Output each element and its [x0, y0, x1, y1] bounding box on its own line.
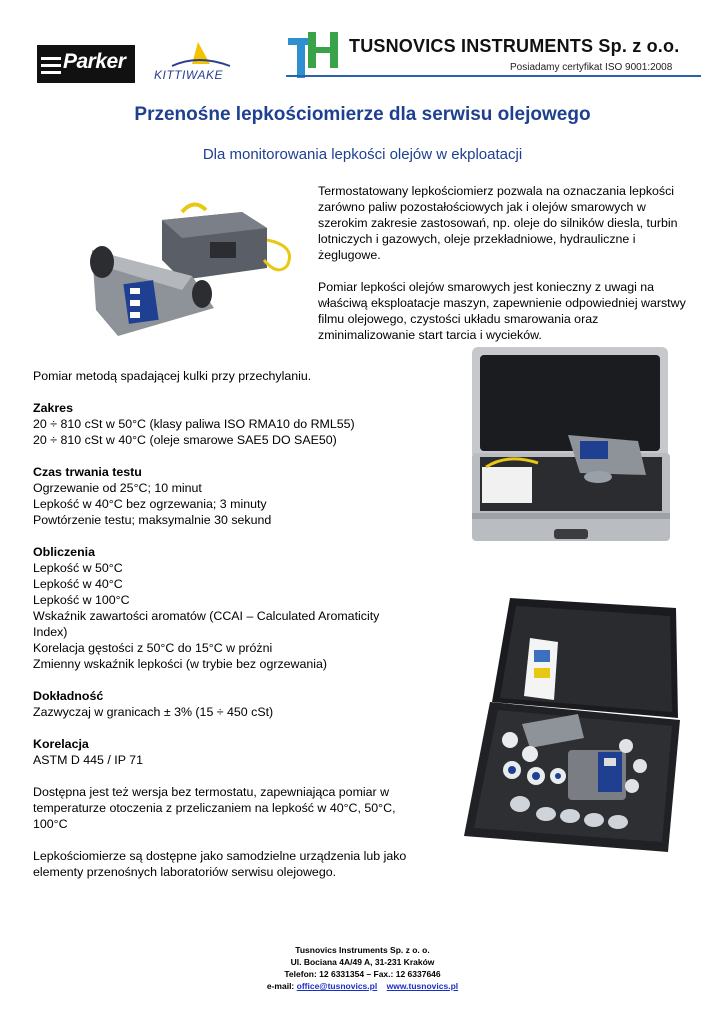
parker-logo — [37, 45, 135, 83]
footer — [0, 944, 725, 992]
range-line: 20 ÷ 810 cSt w 50°C (klasy paliwa ISO RMA10 do RML55) — [33, 417, 355, 431]
footer-contact-line — [0, 980, 725, 992]
calculations-line: Korelacja gęstości z 50°C do 15°C w próżni — [33, 641, 273, 655]
duration-line: Powtórzenie testu; maksymalnie 30 sekund — [33, 513, 272, 527]
duration-section — [33, 464, 433, 528]
availability-note: Lepkościomierze są dostępne jako samodzielne urządzenia lub jako elementy przenośnych laboratoriów serwisu olejowego. — [33, 849, 407, 879]
portable-oil-lab-case-photo — [450, 590, 690, 860]
intro-paragraph-1: Termostatowany lepkościomierz pozwala na oznaczania lepkości zarówno paliw pozostałościowych jak i olejów smarowych w szerokim zakresie zastosowań, np. oleje do silników diesla, turbin lotniczych i gazowych, oleje przekładniowe, hydrauliczne i żeglugowe. — [318, 184, 678, 262]
intro-paragraph-2: Pomiar lepkości olejów smarowych jest konieczny z uwagi na właściwą eksploatacje maszyn, zapewnienie odpowiedniej warstwy filmu olejowego, czystości układu smarowania oraz zminimalizowanie start tarcia i wycieków. — [318, 280, 686, 342]
accuracy-section — [33, 688, 433, 720]
parker-logo-text: Parker — [63, 50, 126, 73]
viscometer-devices-photo — [82, 190, 304, 340]
footer-phone: Telefon: 12 6331354 – Fax.: 12 6337646 — [284, 969, 441, 979]
correlation-heading: Korelacja — [33, 737, 89, 751]
calculations-line: Lepkość w 40°C — [33, 577, 123, 591]
accuracy-line: Zazwyczaj w granicach ± 3% (15 ÷ 450 cSt) — [33, 705, 274, 719]
kittiwake-logo-text: KITTIWAKE — [154, 68, 223, 82]
range-heading: Zakres — [33, 401, 73, 415]
aluminium-case-kit-photo — [468, 345, 674, 542]
calculations-line: Lepkość w 50°C — [33, 561, 123, 575]
duration-line: Ogrzewanie od 25°C; 10 minut — [33, 481, 202, 495]
kittiwake-logo — [152, 40, 244, 86]
calculations-heading: Obliczenia — [33, 545, 95, 559]
correlation-section — [33, 736, 433, 768]
footer-email-label: e-mail: — [266, 981, 295, 991]
intro-text — [318, 183, 690, 359]
header-divider — [286, 75, 701, 77]
specifications — [33, 368, 433, 896]
calculations-line: Zmienny wskaźnik lepkości (w trybie bez ogrzewania) — [33, 657, 328, 671]
th-logo-icon — [286, 30, 348, 80]
th-logo — [286, 30, 348, 80]
page-title: Przenośne lepkościomierze dla serwisu olejowego — [134, 104, 591, 125]
correlation-line: ASTM D 445 / IP 71 — [33, 753, 143, 767]
calculations-line: Wskaźnik zawartości aromatów (CCAI – Calculated Aromaticity Index) — [33, 609, 380, 639]
calculations-line: Lepkość w 100°C — [33, 593, 130, 607]
company-name: TUSNOVICS INSTRUMENTS Sp. z o.o. — [349, 36, 680, 56]
range-line: 20 ÷ 810 cSt w 40°C (oleje smarowe SAE5 DO SAE50) — [33, 433, 337, 447]
method-text: Pomiar metodą spadającej kulki przy przechylaniu. — [33, 369, 312, 383]
website-link[interactable]: www.tusnovics.pl — [386, 981, 459, 991]
email-link[interactable]: office@tusnovics.pl — [296, 981, 378, 991]
calculations-section — [33, 544, 433, 672]
range-section — [33, 400, 433, 448]
thermostat-note: Dostępna jest też wersja bez termostatu, zapewniająca pomiar w temperaturze otoczenia z przeliczaniem na lepkość w 40°C, 50°C, 100°C — [33, 785, 396, 831]
accuracy-heading: Dokładność — [33, 689, 104, 703]
footer-company: Tusnovics Instruments Sp. z o. o. — [295, 945, 430, 955]
duration-heading: Czas trwania testu — [33, 465, 142, 479]
duration-line: Lepkość w 40°C bez ogrzewania; 3 minuty — [33, 497, 267, 511]
iso-certificate: Posiadamy certyfikat ISO 9001:2008 — [510, 62, 673, 73]
footer-address: Ul. Bociana 4A/49 A, 31-231 Kraków — [290, 957, 435, 967]
page-subtitle: Dla monitorowania lepkości olejów w ekploatacji — [202, 146, 523, 163]
kittiwake-bird-icon — [152, 40, 244, 70]
